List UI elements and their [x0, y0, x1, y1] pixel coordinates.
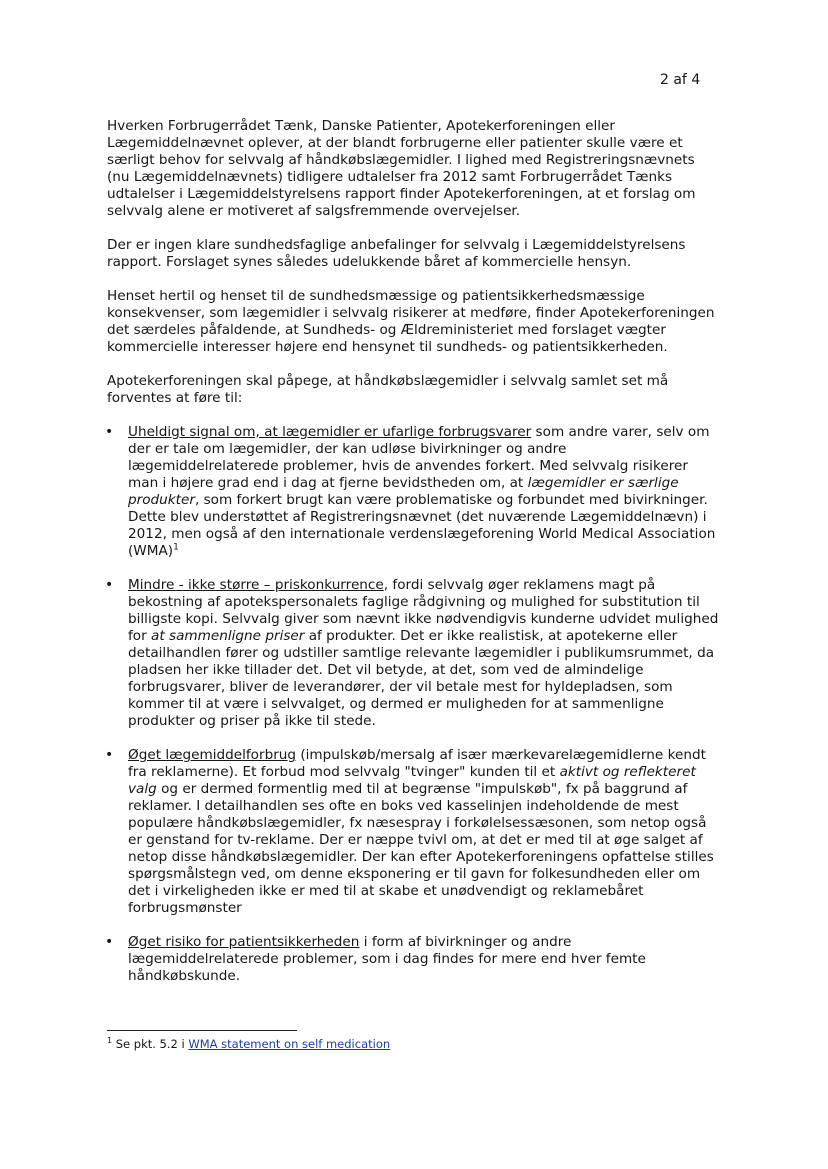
- paragraph-1: Hverken Forbrugerrådet Tænk, Danske Patienter, Apotekerforeningen eller Lægemiddelnævnet oplever, at der blandt forbrugerne eller patienter skulle være et særligt behov for selvvalg af håndkøbslægemidler. I lighed med Registreringsnævnets (nu Lægemiddelnævnets) tidligere udtalelser fra 2012 samt Forbrugerrådet Tænks udtalelser i Lægemiddelstyrelsens rapport finder Apotekerforeningen, at et forslag om selvvalg alene er motiveret af salgsfremmende overvejelser.: [107, 118, 696, 219]
- footnote-number: 1: [107, 1036, 113, 1046]
- bullet-emphasis: aktivt og reflekteret valg: [128, 764, 696, 797]
- paragraph-2: Der er ingen klare sundhedsfaglige anbefalinger for selvvalg i Lægemiddelstyrelsens rapport. Forslaget synes således udelukkende båret af kommercielle hensyn.: [107, 237, 686, 270]
- bullet-item-patient-safety: [107, 934, 719, 985]
- bullet-heading: Mindre - ikke større – priskonkurrence: [128, 577, 384, 593]
- bullet-text: og er dermed formentlig med til at begrænse "impulskøb", fx på baggrund af reklamer. I detailhandlen ses ofte en boks ved kasselinjen indeholdende de mest populære håndkøbslægemidler, fx næsespray i forkølelsessæsonen, som netop også er genstand for tv-reklame. Der er næppe tvivl om, at det er med til at øge salget af netop disse håndkøbslægemidler. Der kan efter Apotekerforeningens opfattelse stilles spørgsmålstegn ved, om denne eksponering er til gavn for folkesundheden eller om det i virkeligheden ikke er med til at skabe et unødvendigt og reklamebåret forbrugsmønster: [128, 781, 714, 916]
- footnote-separator: [107, 1030, 297, 1031]
- bullet-item-price-competition: [107, 577, 719, 730]
- bullet-heading: Øget lægemiddelforbrug: [128, 747, 297, 763]
- footnote-reference[interactable]: 1: [173, 542, 179, 553]
- bullet-text: i form af bivirkninger og andre lægemiddelrelaterede problemer, som i dag findes for mere end hver femte håndkøbskunde.: [128, 934, 646, 984]
- bullet-text: (impulskøb/mersalg af især mærkevarelægemidlerne kendt fra reklamerne). Et forbud mod selvvalg "tvinger" kunden til et: [128, 747, 706, 780]
- bullet-emphasis: at sammenligne priser: [151, 628, 305, 644]
- page-number: 2 af 4: [660, 72, 701, 88]
- bullet-heading: Øget risiko for patientsikkerheden: [128, 934, 360, 950]
- paragraph-3: Henset hertil og henset til de sundhedsmæssige og patientsikkerhedsmæssige konsekvenser, som lægemidler i selvvalg risikerer at medføre, finder Apotekerforeningen det særdeles påfaldende, at Sundheds- og Ældreministeriet med forslaget vægter kommercielle interesser højere end hensynet til sundheds- og patientsikkerheden.: [107, 288, 715, 355]
- wma-statement-link[interactable]: WMA statement on self medication: [188, 1037, 391, 1051]
- bullet-item-signal: [107, 424, 719, 560]
- bullet-item-consumption: [107, 747, 719, 917]
- bullet-emphasis: lægemidler er særlige produkter: [128, 475, 679, 508]
- bullet-heading: Uheldigt signal om, at lægemidler er ufarlige forbrugsvarer: [128, 424, 532, 440]
- bullet-text: af produkter. Det er ikke realistisk, at apotekerne eller detailhandlen fører og udstiller samtlige relevante lægemidler i publikumsrummet, da pladsen her ikke tillader det. Det vil betyde, at det, som ved de almindelige forbrugsvarer, bliver de leverandører, der vil betale mest for hyldepladsen, som kommer til at være i selvvalget, og dermed er muligheden for at sammenligne produkter og priser på ikke til stede.: [128, 628, 715, 729]
- bullet-text: , som forkert brugt kan være problematiske og forbundet med bivirkninger. Dette blev understøttet af Registreringsnævnet (det nuværende Lægemiddelnævn) i 2012, men også af den internationale verdenslægeforening World Medical Association (WMA): [128, 492, 716, 559]
- letter-body: [107, 118, 719, 1002]
- footnote: [107, 1037, 390, 1052]
- bullet-list: [107, 424, 719, 985]
- footnote-text: Se pkt. 5.2 i: [112, 1037, 189, 1051]
- paragraph-4: Apotekerforeningen skal påpege, at håndkøbslægemidler i selvvalg samlet set må forventes at føre til:: [107, 373, 669, 406]
- bullet-text: , fordi selvvalg øger reklamens magt på bekostning af apotekspersonalets faglige rådgivning og mulighed for substitution til billigste kopi. Selvvalg giver som nævnt ikke nødvendigvis kunderne udvidet mulighed for: [128, 577, 719, 644]
- bullet-text: som andre varer, selv om der er tale om lægemidler, der kan udløse bivirkninger og andre lægemiddelrelaterede problemer, hvis de anvendes forkert. Med selvvalg risikerer man i højere grad end i dag at fjerne bevidstheden om, at: [128, 424, 710, 491]
